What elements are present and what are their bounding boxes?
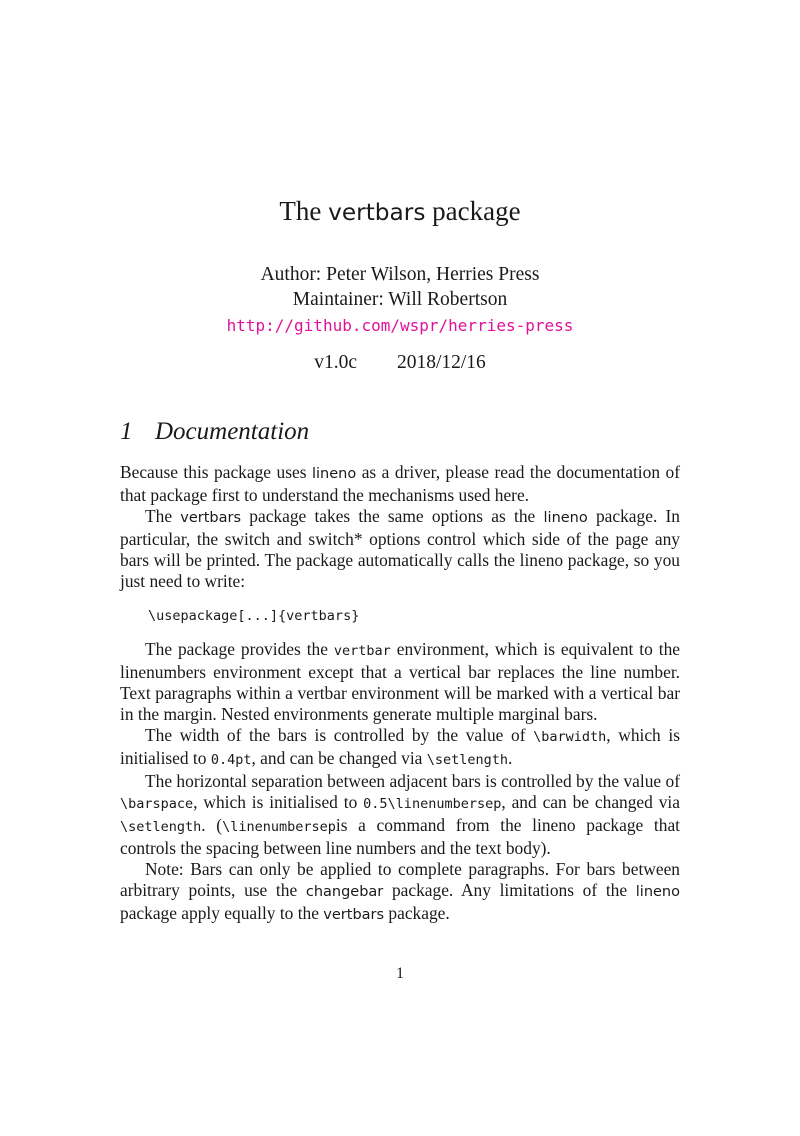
package-name-lineno: lineno (311, 466, 357, 482)
title-pre: The (279, 196, 322, 226)
paragraph-4: The width of the bars is controlled by the value of \barwidth, which is initialised to 0.4pt, and can be changed via \setlength. (120, 725, 680, 768)
maintainer-line: Maintainer: Will Robertson (292, 289, 508, 310)
section-title: Documentation (155, 418, 310, 445)
value-barspace: 0.5\linenumbersep (363, 796, 502, 812)
package-name-lineno: lineno (635, 884, 680, 900)
paragraph-1: Because this package uses lineno as a driver, please read the documentation of that package first to understand the mechanisms used here. (120, 462, 680, 505)
section-number: 1 (120, 418, 133, 445)
release-date: 2018/12/16 (396, 352, 486, 373)
code-example: \usepackage[...]{vertbars} (148, 608, 360, 624)
repository-link-wrapper (0, 315, 800, 337)
macro-setlength: \setlength (426, 752, 509, 768)
version: v1.0c (314, 352, 357, 373)
page-number: 1 (396, 965, 404, 982)
section-heading (120, 418, 309, 446)
title-post: package (432, 196, 521, 226)
env-name-vertbar: vertbar (333, 643, 391, 659)
section-body (120, 462, 680, 926)
package-name-vertbars: vertbars (180, 510, 242, 526)
macro-barspace: \barspace (120, 796, 194, 812)
paragraph-5: The horizontal separation between adjacent bars is controlled by the value of \barspace, which is initialised to 0.5\linenumbersep, and can be changed via \setlength. (\linenumbersepis a command from the lineno package that controls the spacing between line numbers and the text body). (120, 771, 680, 858)
author-line: Author: Peter Wilson, Herries Press (260, 264, 540, 285)
package-name-lineno: lineno (543, 510, 588, 526)
version-line (0, 352, 800, 374)
paragraph-6: Note: Bars can only be applied to complete paragraphs. For bars between arbitrary points, use the changebar package. Any limitations of the lineno package apply equally to the vertbars package. (120, 859, 680, 923)
package-name-changebar: changebar (305, 884, 384, 900)
macro-barwidth: \barwidth (533, 729, 607, 745)
paragraph-2: The vertbars package takes the same options as the lineno package. In particular, the switch and switch* options control which side of the page any bars will be printed. The package automatically calls the lineno package, so you just need to write: (120, 506, 681, 591)
document-title (0, 196, 800, 227)
repository-link[interactable]: http://github.com/wspr/herries-press (226, 316, 574, 335)
package-name-vertbars: vertbars (323, 907, 385, 923)
paragraph-3: The package provides the vertbar environment, which is equivalent to the linenumbers environment except that a vertical bar replaces the line number. Text paragraphs within a vertbar environment will be marked with a vertical bar in the margin. Nested environments generate multiple marginal bars. (120, 639, 680, 724)
value-barwidth: 0.4pt (210, 752, 252, 768)
title-package-name: vertbars (328, 199, 426, 226)
macro-setlength: \setlength (120, 819, 202, 835)
macro-linenumbersep: \linenumbersep (222, 819, 336, 835)
